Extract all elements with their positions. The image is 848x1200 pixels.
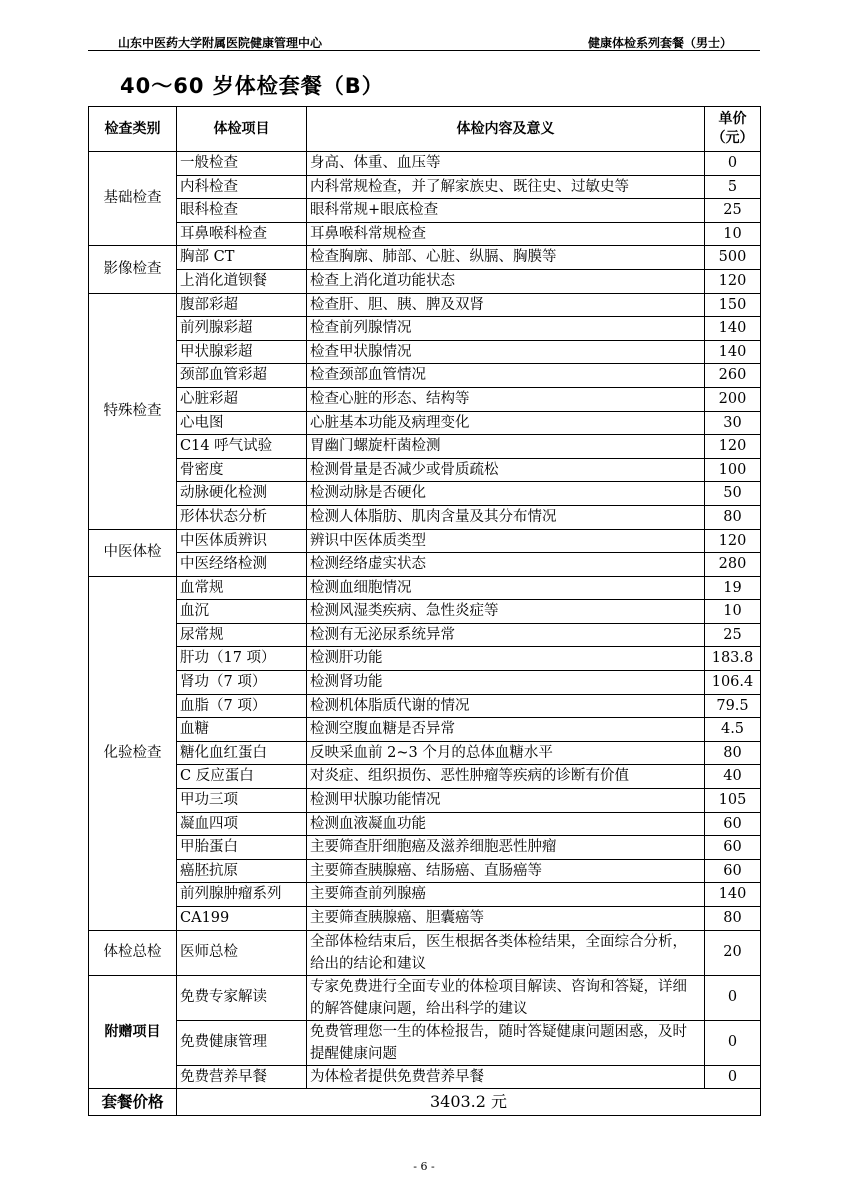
price-cell: 140: [705, 883, 761, 907]
category-cell: 特殊检查: [89, 293, 177, 529]
table-row: [89, 883, 761, 907]
page-header: [88, 32, 760, 51]
price-cell: 500: [705, 246, 761, 270]
price-cell: 40: [705, 765, 761, 789]
category-cell: 体检总检: [89, 930, 177, 975]
price-cell: 0: [705, 975, 761, 1020]
price-cell: 140: [705, 340, 761, 364]
table-row: [89, 175, 761, 199]
table-row: [89, 647, 761, 671]
content-cell: 免费管理您一生的体检报告，随时答疑健康问题困惑，及时提醒健康问题: [307, 1020, 705, 1065]
table-row: [89, 836, 761, 860]
item-cell: 眼科检查: [177, 199, 307, 223]
item-cell: 医师总检: [177, 930, 307, 975]
price-cell: 80: [705, 907, 761, 931]
item-cell: C14 呼气试验: [177, 435, 307, 459]
extra-row: [89, 975, 761, 1020]
item-cell: 尿常规: [177, 623, 307, 647]
price-cell: 80: [705, 741, 761, 765]
content-cell: 主要筛查胰腺癌、胆囊癌等: [307, 907, 705, 931]
price-cell: 60: [705, 859, 761, 883]
price-cell: 60: [705, 836, 761, 860]
content-cell: 检查心脏的形态、结构等: [307, 387, 705, 411]
item-cell: 上消化道钡餐: [177, 269, 307, 293]
item-cell: 前列腺肿瘤系列: [177, 883, 307, 907]
content-cell: 胃幽门螺旋杆菌检测: [307, 435, 705, 459]
content-cell: 对炎症、组织损伤、恶性肿瘤等疾病的诊断有价值: [307, 765, 705, 789]
table-row: [89, 340, 761, 364]
table-row: [89, 529, 761, 553]
total-value: 3403.2 元: [177, 1089, 761, 1116]
item-cell: 内科检查: [177, 175, 307, 199]
item-cell: 肝功（17 项）: [177, 647, 307, 671]
table-row: [89, 222, 761, 246]
price-cell: 79.5: [705, 694, 761, 718]
price-cell: 0: [705, 1020, 761, 1065]
item-cell: 胸部 CT: [177, 246, 307, 270]
price-cell: 105: [705, 789, 761, 813]
item-cell: 肾功（7 项）: [177, 671, 307, 695]
price-cell: 50: [705, 482, 761, 506]
col-header-price: 单价（元）: [705, 107, 761, 152]
content-cell: 眼科常规+眼底检查: [307, 199, 705, 223]
content-cell: 辨识中医体质类型: [307, 529, 705, 553]
item-cell: 糖化血红蛋白: [177, 741, 307, 765]
content-cell: 检查甲状腺情况: [307, 340, 705, 364]
price-cell: 25: [705, 623, 761, 647]
content-cell: 检测血细胞情况: [307, 576, 705, 600]
price-cell: 10: [705, 600, 761, 624]
item-cell: 前列腺彩超: [177, 317, 307, 341]
price-cell: 80: [705, 505, 761, 529]
price-cell: 30: [705, 411, 761, 435]
price-cell: 183.8: [705, 647, 761, 671]
content-cell: 检测动脉是否硬化: [307, 482, 705, 506]
table-row: [89, 671, 761, 695]
content-cell: 检查肝、胆、胰、脾及双肾: [307, 293, 705, 317]
price-cell: 4.5: [705, 718, 761, 742]
item-cell: 血脂（7 项）: [177, 694, 307, 718]
item-cell: 甲胎蛋白: [177, 836, 307, 860]
content-cell: 主要筛查胰腺癌、结肠癌、直肠癌等: [307, 859, 705, 883]
content-cell: 主要筛查前列腺癌: [307, 883, 705, 907]
content-cell: 检测骨量是否减少或骨质疏松: [307, 458, 705, 482]
content-cell: 反映采血前 2~3 个月的总体血糖水平: [307, 741, 705, 765]
item-cell: CA199: [177, 907, 307, 931]
table-row: [89, 411, 761, 435]
item-cell: 一般检查: [177, 152, 307, 176]
item-cell: 颈部血管彩超: [177, 364, 307, 388]
table-row: [89, 907, 761, 931]
item-cell: 腹部彩超: [177, 293, 307, 317]
price-cell: 140: [705, 317, 761, 341]
content-cell: 专家免费进行全面专业的体检项目解读、咨询和答疑，详细的解答健康问题，给出科学的建议: [307, 975, 705, 1020]
item-cell: 骨密度: [177, 458, 307, 482]
item-cell: 免费营养早餐: [177, 1065, 307, 1089]
content-cell: 检测空腹血糖是否异常: [307, 718, 705, 742]
content-cell: 耳鼻喉科常规检查: [307, 222, 705, 246]
price-cell: 120: [705, 435, 761, 459]
price-cell: 20: [705, 930, 761, 975]
item-cell: 心脏彩超: [177, 387, 307, 411]
item-cell: 形体状态分析: [177, 505, 307, 529]
price-cell: 5: [705, 175, 761, 199]
item-cell: 免费专家解读: [177, 975, 307, 1020]
content-cell: 身高、体重、血压等: [307, 152, 705, 176]
content-cell: 全部体检结束后，医生根据各类体检结果，全面综合分析，给出的结论和建议: [307, 930, 705, 975]
item-cell: 血糖: [177, 718, 307, 742]
header-left: 山东中医药大学附属医院健康管理中心: [118, 36, 323, 50]
content-cell: 内科常规检查，并了解家族史、既往史、过敏史等: [307, 175, 705, 199]
category-cell: 影像检查: [89, 246, 177, 293]
page-number: - 6 -: [413, 1160, 435, 1173]
item-cell: 癌胚抗原: [177, 859, 307, 883]
table-row: [89, 458, 761, 482]
content-cell: 检测经络虚实状态: [307, 553, 705, 577]
table-row: [89, 694, 761, 718]
content-cell: 检测人体脂肪、肌肉含量及其分布情况: [307, 505, 705, 529]
content-cell: 检查颈部血管情况: [307, 364, 705, 388]
summary-row: [89, 930, 761, 975]
col-header-category: 检查类别: [89, 107, 177, 152]
extra-row: [89, 1020, 761, 1065]
price-cell: 200: [705, 387, 761, 411]
table-row: [89, 600, 761, 624]
content-cell: 心脏基本功能及病理变化: [307, 411, 705, 435]
table-row: [89, 199, 761, 223]
price-cell: 25: [705, 199, 761, 223]
price-cell: 0: [705, 1065, 761, 1089]
table-row: [89, 812, 761, 836]
price-cell: 60: [705, 812, 761, 836]
item-cell: 心电图: [177, 411, 307, 435]
page-title: 40～60 岁体检套餐（B）: [120, 74, 384, 98]
table-row: [89, 387, 761, 411]
content-cell: 检查前列腺情况: [307, 317, 705, 341]
total-label: 套餐价格: [89, 1089, 177, 1116]
table-row: [89, 364, 761, 388]
col-header-item: 体检项目: [177, 107, 307, 152]
price-cell: 19: [705, 576, 761, 600]
price-cell: 150: [705, 293, 761, 317]
table-row: [89, 553, 761, 577]
col-header-content: 体检内容及意义: [307, 107, 705, 152]
item-cell: 甲功三项: [177, 789, 307, 813]
price-cell: 10: [705, 222, 761, 246]
item-cell: 血沉: [177, 600, 307, 624]
table-row: [89, 246, 761, 270]
table-row: [89, 317, 761, 341]
table-row: [89, 789, 761, 813]
package-table: [88, 106, 761, 1116]
table-row: [89, 482, 761, 506]
content-cell: 检测血液凝血功能: [307, 812, 705, 836]
item-cell: 免费健康管理: [177, 1020, 307, 1065]
table-row: [89, 576, 761, 600]
header-right: 健康体检系列套餐（男士）: [587, 36, 732, 50]
content-cell: 检查上消化道功能状态: [307, 269, 705, 293]
item-cell: 中医体质辨识: [177, 529, 307, 553]
table-row: [89, 293, 761, 317]
content-cell: 检测甲状腺功能情况: [307, 789, 705, 813]
content-cell: 检测肝功能: [307, 647, 705, 671]
content-cell: 检测肾功能: [307, 671, 705, 695]
price-cell: 280: [705, 553, 761, 577]
category-cell: 基础检查: [89, 152, 177, 246]
table-row: [89, 718, 761, 742]
table-row: [89, 505, 761, 529]
total-row: [89, 1089, 761, 1116]
item-cell: 耳鼻喉科检查: [177, 222, 307, 246]
table-body: [89, 152, 761, 1116]
item-cell: 凝血四项: [177, 812, 307, 836]
content-cell: 为体检者提供免费营养早餐: [307, 1065, 705, 1089]
price-cell: 260: [705, 364, 761, 388]
content-cell: 检查胸廓、肺部、心脏、纵膈、胸膜等: [307, 246, 705, 270]
table-row: [89, 741, 761, 765]
category-cell: 中医体检: [89, 529, 177, 576]
item-cell: 动脉硬化检测: [177, 482, 307, 506]
table-row: [89, 859, 761, 883]
extras-category-cell: 附赠项目: [89, 975, 177, 1089]
item-cell: C 反应蛋白: [177, 765, 307, 789]
price-cell: 106.4: [705, 671, 761, 695]
content-cell: 检测有无泌尿系统异常: [307, 623, 705, 647]
extra-row: [89, 1065, 761, 1089]
content-cell: 主要筛查肝细胞癌及滋养细胞恶性肿瘤: [307, 836, 705, 860]
category-cell: 化验检查: [89, 576, 177, 930]
item-cell: 血常规: [177, 576, 307, 600]
table-row: [89, 623, 761, 647]
content-cell: 检测风湿类疾病、急性炎症等: [307, 600, 705, 624]
price-cell: 0: [705, 152, 761, 176]
content-cell: 检测机体脂质代谢的情况: [307, 694, 705, 718]
table-header-row: [89, 107, 761, 152]
item-cell: 甲状腺彩超: [177, 340, 307, 364]
table-row: [89, 152, 761, 176]
table-row: [89, 435, 761, 459]
price-cell: 100: [705, 458, 761, 482]
table-row: [89, 269, 761, 293]
item-cell: 中医经络检测: [177, 553, 307, 577]
price-cell: 120: [705, 529, 761, 553]
price-cell: 120: [705, 269, 761, 293]
table-row: [89, 765, 761, 789]
